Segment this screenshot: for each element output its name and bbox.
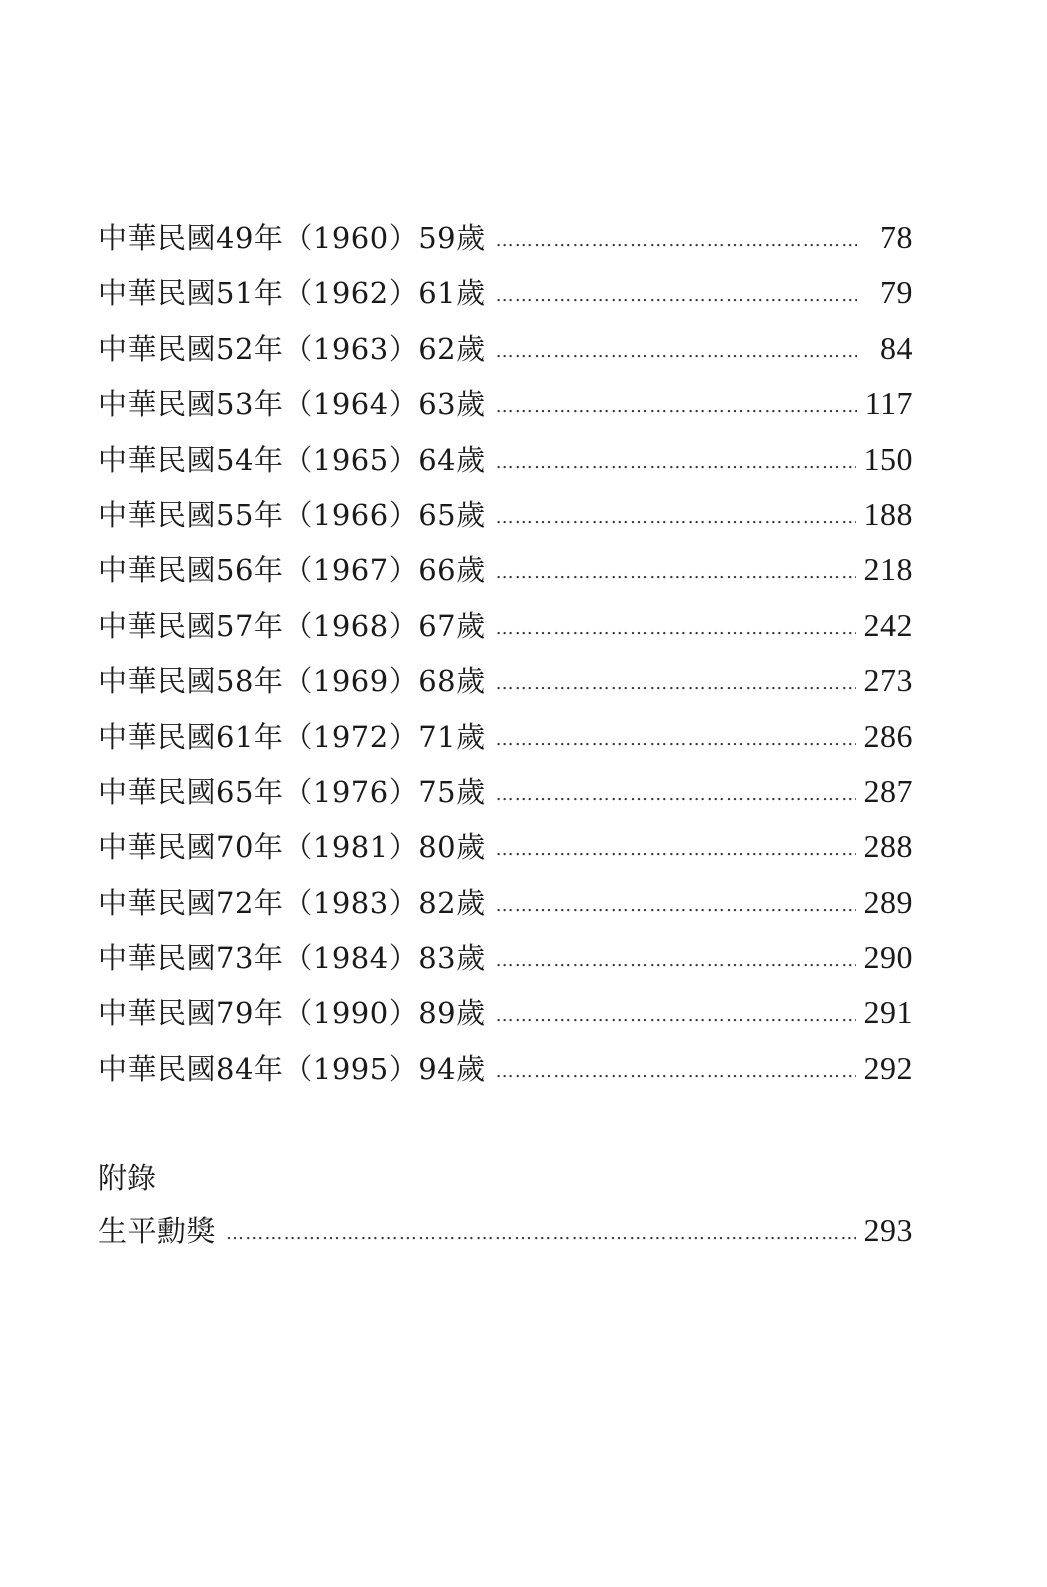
toc-entry-label: 中華民國70年（1981）80歲 (98, 830, 486, 865)
toc-entry (98, 265, 913, 320)
toc-entry (98, 1041, 913, 1096)
toc-entry-page: 291 (863, 994, 913, 1031)
toc-entry-label: 中華民國57年（1968）67歲 (98, 608, 486, 643)
toc-entry-page: 288 (863, 828, 913, 865)
toc-entry (98, 1203, 913, 1258)
appendix-heading: 附錄 (98, 1161, 157, 1195)
toc-entry-label: 中華民國56年（1967）66歲 (98, 553, 486, 588)
toc-entry (98, 764, 913, 819)
dot-leader (496, 435, 856, 490)
toc-entry-label: 中華民國55年（1966）65歲 (98, 497, 486, 532)
toc-entry-page: 218 (863, 551, 913, 588)
dot-leader (496, 268, 857, 323)
dot-leader (496, 822, 856, 877)
dot-leader (496, 878, 856, 933)
toc-entry-page: 242 (863, 606, 913, 643)
toc-entry (98, 542, 913, 597)
toc-entry-label: 中華民國65年（1976）75歲 (98, 774, 486, 809)
dot-leader (496, 656, 856, 711)
toc-entry (98, 709, 913, 764)
toc-entry-page: 117 (864, 385, 913, 422)
toc-list (98, 210, 913, 1096)
toc-entry (98, 875, 913, 930)
toc-entry-page: 293 (863, 1212, 913, 1248)
dot-leader (496, 712, 856, 767)
toc-entry-label: 中華民國61年（1972）71歲 (98, 719, 486, 754)
toc-entry-label: 生平勳獎 (98, 1214, 217, 1248)
toc-entry-label: 中華民國53年（1964）63歲 (98, 387, 486, 422)
toc-entry-label: 中華民國54年（1965）64歲 (98, 442, 486, 477)
toc-entry-page: 287 (863, 772, 913, 809)
dot-leader (226, 1206, 855, 1261)
toc-entry (98, 487, 913, 542)
dot-leader (496, 988, 856, 1043)
dot-leader (496, 601, 856, 656)
toc-entry (98, 653, 913, 708)
toc-entry-page: 84 (880, 329, 913, 366)
toc-entry-page: 78 (880, 219, 913, 255)
toc-entry-page: 289 (863, 883, 913, 920)
toc-entry-label: 中華民國73年（1984）83歲 (98, 941, 486, 976)
dot-leader (496, 379, 857, 434)
toc-entry-label: 中華民國51年（1962）61歲 (98, 276, 486, 311)
toc-entry (98, 432, 913, 487)
toc-entry-page: 188 (863, 495, 913, 532)
toc-entry-page: 290 (863, 939, 913, 976)
toc-entry-label: 中華民國58年（1969）68歲 (98, 664, 486, 699)
toc-entry-label: 中華民國84年（1995）94歲 (98, 1051, 486, 1086)
toc-entry-page: 292 (863, 1049, 913, 1086)
toc-entry-label: 中華民國72年（1983）82歲 (98, 885, 486, 920)
dot-leader (496, 490, 856, 545)
toc-entry (98, 819, 913, 874)
dot-leader (496, 545, 856, 600)
dot-leader (496, 324, 857, 379)
toc-entry (98, 985, 913, 1040)
toc-entry-label: 中華民國52年（1963）62歲 (98, 331, 486, 366)
toc-entry (98, 321, 913, 376)
appendix-list (98, 1203, 913, 1258)
dot-leader (496, 1044, 856, 1099)
toc-entry-page: 286 (863, 717, 913, 754)
dot-leader (496, 933, 856, 988)
toc-entry-page: 79 (880, 274, 913, 311)
toc-entry-page: 273 (863, 662, 913, 699)
toc-entry-page: 150 (863, 440, 913, 477)
toc-entry (98, 210, 913, 265)
toc-entry (98, 598, 913, 653)
toc-entry (98, 376, 913, 431)
toc-entry-label: 中華民國79年（1990）89歲 (98, 996, 486, 1031)
toc-entry-label: 中華民國49年（1960）59歲 (98, 221, 486, 255)
dot-leader (496, 767, 856, 822)
dot-leader (496, 213, 857, 268)
toc-entry (98, 930, 913, 985)
